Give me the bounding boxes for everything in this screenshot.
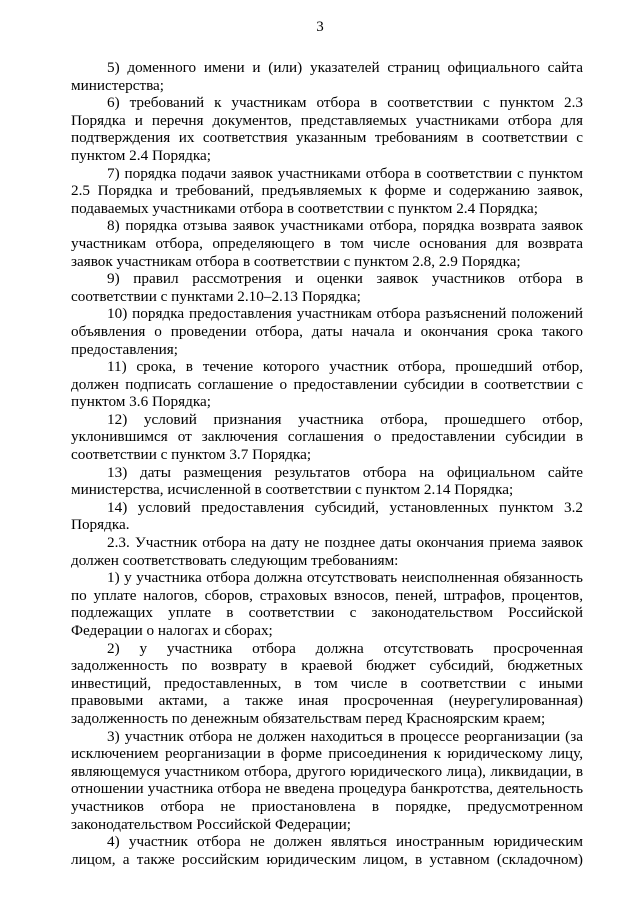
- requirement-item-3: 3) участник отбора не должен находиться в процессе реорганизации (за исключением реорганизации в форме присоединения к юридическому лицу, являющемуся участником отбора, другого юридического лица), ликвидации, в отношении участника отбора не введена процедура банкротства, деятельность участников отбора не приостановлена в порядке, предусмотренном законодательством Российской Федерации;: [71, 727, 583, 833]
- paragraph-item-6: 6) требований к участникам отбора в соответствии с пунктом 2.3 Порядка и перечня документов, представляемых участниками отбора для подтверждения их соответствия указанным требованиям в соответствии с пунктом 2.4 Порядка;: [71, 94, 583, 164]
- paragraph-item-7: 7) порядка подачи заявок участниками отбора в соответствии с пунктом 2.5 Порядка и требований, предъявляемых к форме и содержанию заявок, подаваемых участниками отбора в соответствии с пунктом 2.4 Порядка;: [71, 164, 583, 217]
- requirement-item-2: 2) у участника отбора должна отсутствовать просроченная задолженность по возврату в краевой бюджет субсидий, бюджетных инвестиций, предоставленных, в том числе в соответствии с иными правовыми актами, а также иная просроченная (неурегулированная) задолженность по денежным обязательствам перед Красноярским краем;: [71, 639, 583, 727]
- requirement-item-1: 1) у участника отбора должна отсутствовать неисполненная обязанность по уплате налогов, сборов, страховых взносов, пеней, штрафов, процентов, подлежащих уплате в соответствии с законодательством Российской Федерации о налогах и сборах;: [71, 569, 583, 639]
- paragraph-item-13: 13) даты размещения результатов отбора на официальном сайте министерства, исчисленной в соответствии с пунктом 2.14 Порядка;: [71, 463, 583, 499]
- paragraph-item-10: 10) порядка предоставления участникам отбора разъяснений положений объявления о проведении отбора, даты начала и окончания срока такого предоставления;: [71, 305, 583, 358]
- requirement-item-4: 4) участник отбора не должен являться иностранным юридическим лицом, а также российским юридическим лицом, в уставном (складочном): [71, 833, 583, 868]
- section-2-3-heading: 2.3. Участник отбора на дату не позднее даты окончания приема заявок должен соответствовать следующим требованиям:: [71, 534, 583, 569]
- paragraph-item-9: 9) правил рассмотрения и оценки заявок участников отбора в соответствии с пунктами 2.10–2.13 Порядка;: [71, 270, 583, 305]
- paragraph-item-14: 14) условий предоставления субсидий, установленных пунктом 3.2 Порядка.: [71, 498, 583, 534]
- paragraph-item-12: 12) условий признания участника отбора, прошедшего отбор, уклонившимся от заключения соглашения о предоставлении субсидии в соответствии с пунктом 3.7 Порядка;: [71, 410, 583, 464]
- document-body: [71, 59, 583, 868]
- page-number: 3: [316, 19, 324, 35]
- paragraph-item-11: 11) срока, в течение которого участник отбора, прошедший отбор, должен подписать соглашение о предоставлении субсидии в соответствии с пунктом 3.6 Порядка;: [71, 358, 583, 411]
- paragraph-item-5: 5) доменного имени и (или) указателей страниц официального сайта министерства;: [71, 59, 583, 94]
- paragraph-item-8: 8) порядка отзыва заявок участниками отбора, порядка возврата заявок участникам отбора, определяющего в том числе основания для возврата заявок участникам отбора в соответствии с пунктом 2.8, 2.9 Порядка;: [71, 217, 583, 270]
